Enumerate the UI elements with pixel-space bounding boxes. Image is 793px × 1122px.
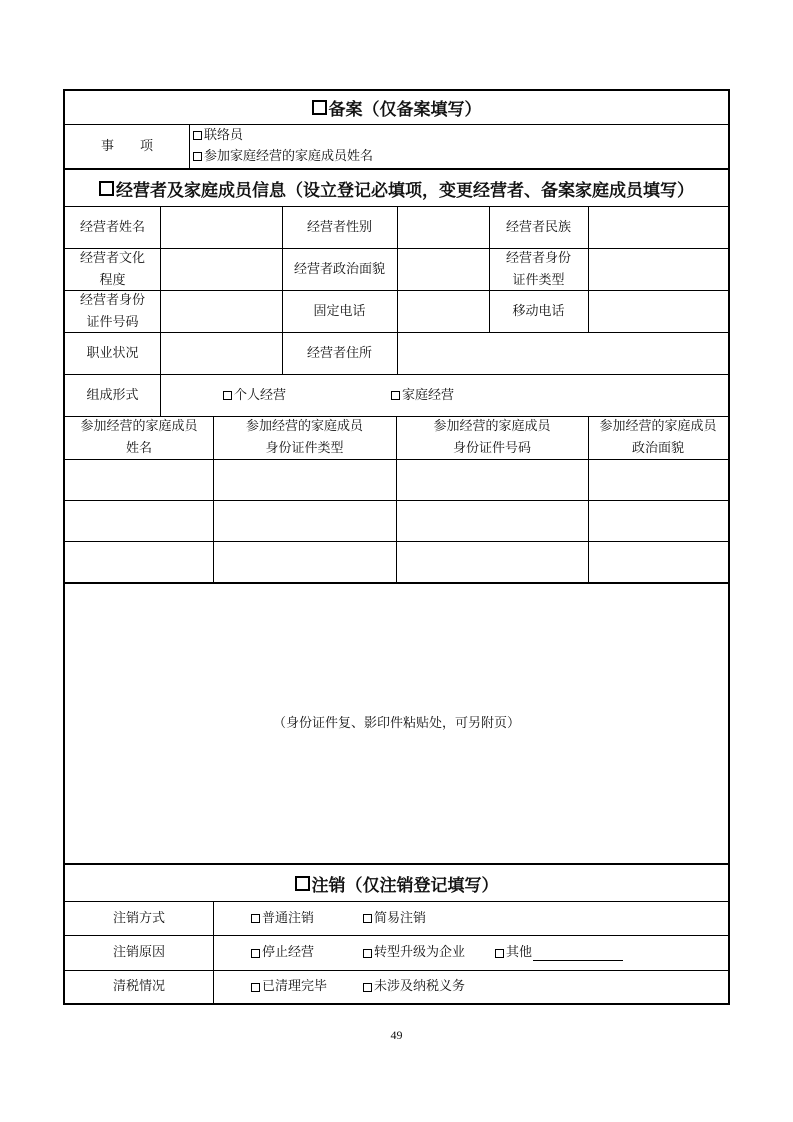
member-header-id-type-line1: 参加经营的家庭成员 [245, 419, 363, 434]
label-operator-education-line1: 经营者文化 [79, 250, 145, 266]
label-fixed-phone: 固定电话 [313, 303, 366, 319]
filing-item-label: 事 项 [100, 138, 153, 154]
field-mobile-phone[interactable] [588, 291, 728, 332]
id-copy-paste-area [65, 584, 728, 863]
field-operator-education[interactable] [160, 249, 282, 290]
cancellation-section-title [65, 865, 728, 901]
label-operator-political: 经营者政治面貌 [293, 261, 385, 277]
option-no-tax-obligation[interactable] [363, 971, 513, 1003]
label-operator-ethnicity: 经营者民族 [505, 219, 571, 235]
member-header-political-line1: 参加经营的家庭成员 [599, 419, 717, 434]
option-no-tax-obligation-label: 未涉及纳税义务 [374, 979, 466, 994]
option-upgrade-to-enterprise[interactable] [363, 936, 495, 970]
label-residence: 经营者住所 [306, 345, 372, 361]
filing-option-family-members-label: 参加家庭经营的家庭成员姓名 [204, 148, 374, 164]
member-row-1-id-type[interactable] [213, 460, 396, 501]
field-operator-id-type[interactable] [588, 249, 728, 290]
member-row-2-id-number[interactable] [396, 501, 588, 542]
member-header-political [588, 417, 728, 459]
field-operator-id-number[interactable] [160, 291, 282, 332]
option-other[interactable] [495, 936, 655, 970]
label-operator-education-line2: 程度 [99, 272, 126, 288]
member-row-2-id-type[interactable] [213, 501, 396, 542]
label-operator-id-type-line2: 证件类型 [512, 272, 565, 288]
member-header-name-line2: 姓名 [125, 441, 152, 456]
other-checkbox[interactable] [495, 949, 504, 958]
label-operator-id-number [65, 291, 160, 332]
option-stop-business-label: 停止经营 [262, 945, 315, 960]
member-row-1-id-number[interactable] [396, 460, 588, 501]
operator-section-checkbox[interactable] [99, 181, 114, 196]
stop-business-checkbox[interactable] [251, 949, 260, 958]
label-cancellation-reason: 注销原因 [112, 945, 165, 960]
member-header-id-type [213, 417, 396, 459]
other-reason-input[interactable] [533, 946, 623, 961]
filing-section-title [65, 91, 728, 124]
filing-option-family-members[interactable] [193, 146, 723, 167]
label-operator-name: 经营者姓名 [79, 219, 145, 235]
member-row-1-political[interactable] [588, 460, 728, 501]
normal-cancellation-checkbox[interactable] [251, 914, 260, 923]
cleared-checkbox[interactable] [251, 983, 260, 992]
option-other-label: 其他 [506, 945, 533, 960]
member-row-2-political[interactable] [588, 501, 728, 542]
label-cancellation-method: 注销方式 [112, 910, 165, 926]
option-normal-cancellation-label: 普通注销 [262, 910, 315, 926]
cancellation-section-checkbox[interactable] [295, 876, 310, 891]
filing-section-checkbox[interactable] [312, 100, 327, 115]
filing-option-liaison-label: 联络员 [204, 127, 244, 143]
cancellation-section-title-text: 注销（仅注销登记填写） [311, 875, 499, 896]
option-upgrade-to-enterprise-label: 转型升级为企业 [374, 945, 466, 960]
upgrade-checkbox[interactable] [363, 949, 372, 958]
label-operator-id-type-line1: 经营者身份 [505, 250, 571, 266]
label-operator-id-number-line2: 证件号码 [86, 314, 139, 330]
simple-cancellation-checkbox[interactable] [363, 914, 372, 923]
member-header-political-line2: 政治面貌 [631, 441, 684, 456]
field-operator-gender[interactable] [397, 207, 489, 248]
option-simple-cancellation-label: 简易注销 [374, 910, 427, 926]
option-cleared[interactable] [251, 971, 361, 1003]
field-operator-name[interactable] [160, 207, 282, 248]
operator-section-title [65, 170, 728, 206]
operator-section-title-text: 经营者及家庭成员信息（设立登记必填项，变更经营者、备案家庭成员填写） [116, 180, 694, 201]
filing-option-liaison[interactable] [193, 125, 723, 146]
label-operator-education [65, 249, 160, 290]
field-occupation[interactable] [160, 333, 282, 374]
registration-form [63, 89, 730, 1005]
member-row-1-name[interactable] [65, 460, 213, 501]
field-residence[interactable] [397, 333, 728, 374]
label-mobile-phone: 移动电话 [512, 303, 565, 319]
option-simple-cancellation[interactable] [363, 902, 473, 935]
label-operator-id-type [489, 249, 588, 290]
option-normal-cancellation[interactable] [251, 902, 361, 935]
member-header-id-number-line2: 身份证件号码 [452, 441, 531, 456]
label-tax-clearance: 清税情况 [112, 979, 165, 994]
member-header-id-type-line2: 身份证件类型 [265, 441, 344, 456]
member-row-3-id-type[interactable] [213, 542, 396, 582]
page-number: 49 [390, 1028, 403, 1042]
label-composition: 组成形式 [86, 387, 139, 403]
member-row-2-name[interactable] [65, 501, 213, 542]
member-header-name-line1: 参加经营的家庭成员 [80, 419, 198, 434]
liaison-checkbox[interactable] [193, 131, 202, 140]
member-row-3-id-number[interactable] [396, 542, 588, 582]
member-header-name [65, 417, 213, 459]
label-operator-gender: 经营者性别 [306, 219, 372, 235]
member-row-3-name[interactable] [65, 542, 213, 582]
filing-section-title-text: 备案（仅备案填写） [328, 100, 482, 120]
family-members-checkbox[interactable] [193, 152, 202, 161]
family-checkbox[interactable] [391, 391, 400, 400]
option-individual-label: 个人经营 [234, 387, 287, 403]
no-tax-obligation-checkbox[interactable] [363, 983, 372, 992]
option-stop-business[interactable] [251, 936, 361, 970]
member-header-id-number [396, 417, 588, 459]
option-individual[interactable] [223, 375, 353, 416]
individual-checkbox[interactable] [223, 391, 232, 400]
label-occupation: 职业状况 [86, 345, 139, 361]
label-operator-id-number-line1: 经营者身份 [79, 292, 145, 308]
paste-area-note: （身份证件复、影印件粘贴处，可另附页） [272, 715, 520, 731]
field-operator-ethnicity[interactable] [588, 207, 728, 248]
field-operator-political[interactable] [397, 249, 489, 290]
option-cleared-label: 已清理完毕 [262, 979, 328, 994]
field-fixed-phone[interactable] [397, 291, 489, 332]
option-family-label: 家庭经营 [402, 387, 455, 403]
option-family[interactable] [391, 375, 521, 416]
member-row-3-political[interactable] [588, 542, 728, 582]
member-header-id-number-line1: 参加经营的家庭成员 [433, 419, 551, 434]
